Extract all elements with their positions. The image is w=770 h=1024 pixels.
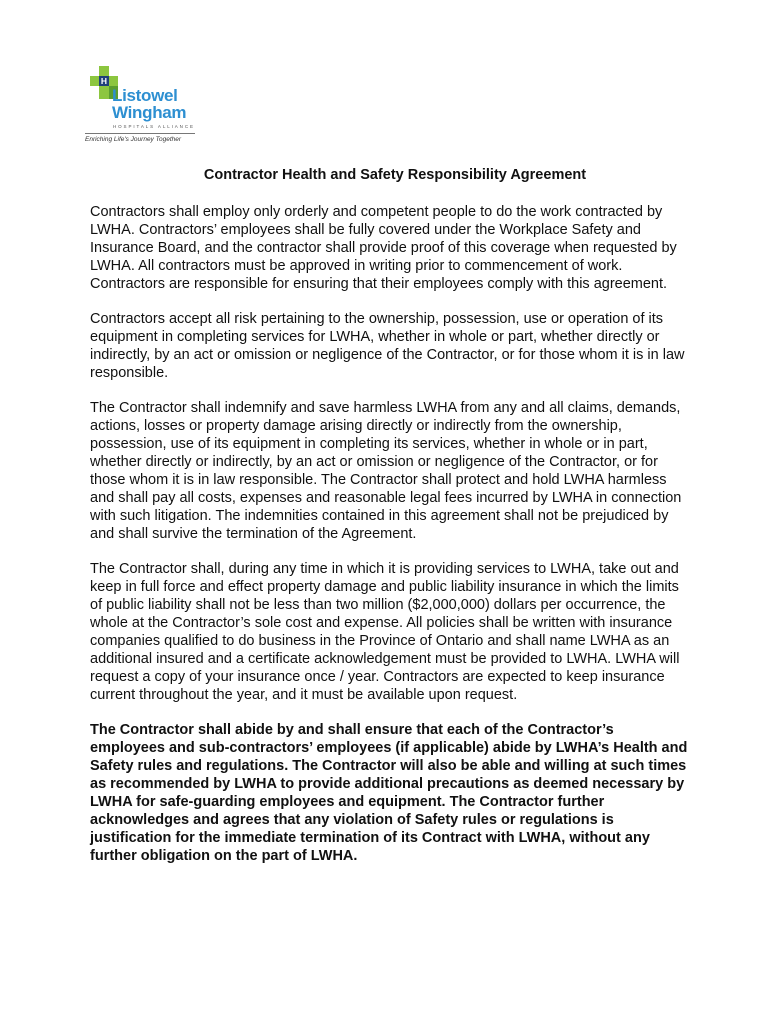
paragraph-employment: Contractors shall employ only orderly and competent people to do the work contracted by LWHA. Contractors’ employees shall be fully covered under the Workplace Safety and Insurance Board, and the contractor shall provide proof of this coverage when requested by LWHA. All contractors must be approved in writing prior to commencement of work. Contractors are responsible for ensuring that their employees comply with this agreement. bbox=[90, 204, 677, 292]
logo-subtitle: HOSPITALS ALLIANCE bbox=[113, 124, 195, 129]
logo-tagline: Enriching Life's Journey Together bbox=[85, 136, 182, 143]
hospital-logo bbox=[82, 66, 202, 146]
paragraph-safety-rules: The Contractor shall abide by and shall ensure that each of the Contractor’s employees and sub-contractors’ employees (if applicable) abide by LWHA’s Health and Safety rules and regulations. The Contractor will also be able and willing at such times as recommended by LWHA to provide additional precautions as deemed necessary by LWHA for safe-guarding employees and equipment. The Contractor further acknowledges and agrees that any violation of Safety rules or regulations is justification for the immediate termination of its Contract with LWHA, without any further obligation on the part of LWHA. bbox=[90, 722, 688, 864]
document-title: Contractor Health and Safety Responsibility Agreement bbox=[203, 167, 587, 183]
paragraph-insurance: The Contractor shall, during any time in which it is providing services to LWHA, take out and keep in full force and effect property damage and public liability insurance in which the limits of public liability shall not be less than two million ($2,000,000) dollars per occurrence, the whole at the Contractor’s sole cost and expense. All policies shall be written with insurance companies qualified to do business in the Province of Ontario and shall name LWHA as an additional insured and a certificate acknowledgement must be provided to LWHA. LWHA will request a copy of your insurance once / year. Contractors are expected to keep insurance current throughout the year, and it must be available upon request. bbox=[90, 561, 680, 703]
paragraph-indemnity: The Contractor shall indemnify and save harmless LWHA from any and all claims, demands, actions, losses or property damage arising directly or indirectly from the ownership, possession, use of its equipment in completing its services, whether in whole or in part, whether directly or indirectly, by an act or omission or negligence of the Contractor, or for those whom it is in law responsible. The Contractor shall protect and hold LWHA harmless and shall pay all costs, expenses and reasonable legal fees incurred by LWHA in connection with such litigation. The indemnities contained in this agreement shall not be prejudiced by and shall survive the termination of the Agreement. bbox=[90, 400, 682, 542]
logo-wordmark bbox=[112, 87, 186, 121]
logo-name-line2: Wingham bbox=[112, 103, 187, 122]
logo-name-line1: Listowel bbox=[112, 86, 178, 105]
logo-cross-letter: H bbox=[100, 76, 108, 87]
paragraph-risk: Contractors accept all risk pertaining to the ownership, possession, use or operation of its equipment in completing services for LWHA, whether in whole or part, whether directly or indirectly, by an act or omission or negligence of the Contractor, or for those whom it is in law responsible. bbox=[90, 311, 685, 381]
agreement-document bbox=[90, 166, 690, 882]
logo-divider bbox=[85, 133, 195, 134]
